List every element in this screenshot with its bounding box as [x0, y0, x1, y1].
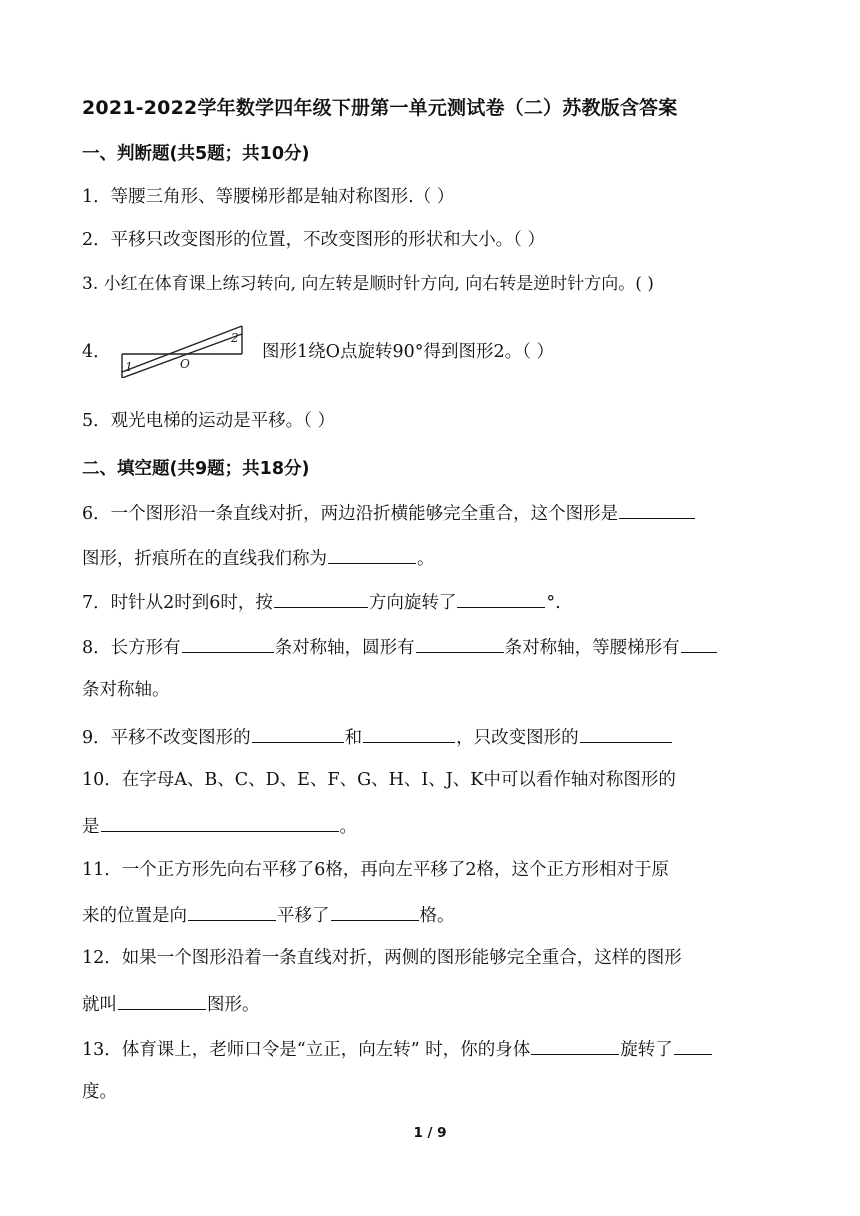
- q9-blank-3[interactable]: [580, 724, 672, 743]
- q13-blank-2[interactable]: [674, 1036, 712, 1055]
- question-13: [82, 1036, 713, 1062]
- question-11-cont: [82, 902, 455, 928]
- page-number: 1 / 9: [413, 1125, 447, 1141]
- q6-text-b: 图形，折痕所在的直线我们称为: [82, 549, 327, 569]
- q13-text-a: 13．体育课上，老师口令是“立正，向左转” 时，你的身体: [82, 1040, 531, 1060]
- q6-blank-2[interactable]: [328, 545, 416, 564]
- q10-text-c: 。: [339, 817, 357, 837]
- figure-diagonal-bottom: [122, 334, 242, 378]
- question-5: 5．观光电梯的运动是平移。（ ）: [82, 411, 335, 431]
- q9-text-b: 和: [344, 728, 363, 748]
- question-12-cont: [82, 991, 260, 1017]
- question-11: 11．一个正方形先向右平移了6格，再向左平移了2格，这个正方形相对于原: [82, 860, 670, 880]
- q10-blank-1[interactable]: [101, 813, 339, 832]
- question-3: 3. 小红在体育课上练习转向, 向左转是顺时针方向, 向右转是逆时针方向。( ): [82, 274, 654, 294]
- q8-text-b: 条对称轴，圆形有: [274, 638, 415, 658]
- question-13-cont: 度。: [82, 1082, 117, 1102]
- question-7: [82, 589, 561, 615]
- page-title: 2021-2022学年数学四年级下册第一单元测试卷（二）苏教版含答案: [82, 97, 678, 119]
- q11-text-c: 平移了: [277, 906, 330, 926]
- q11-blank-1[interactable]: [188, 902, 276, 921]
- q12-blank-1[interactable]: [118, 991, 206, 1010]
- q11-text-b: 来的位置是向: [82, 906, 187, 926]
- question-8: [82, 634, 718, 660]
- question-4-text: 图形1绕O点旋转90°得到图形2。（ ）: [262, 342, 554, 362]
- q6-blank-1[interactable]: [619, 500, 695, 519]
- figure-label-1: 1: [125, 360, 133, 374]
- section-true-false: 一、判断题(共5题；共10分): [82, 144, 310, 164]
- question-2: 2．平移只改变图形的位置，不改变图形的形状和大小。（ ）: [82, 230, 545, 250]
- q6-text-a: 6．一个图形沿一条直线对折，两边沿折横能够完全重合，这个图形是: [82, 504, 619, 524]
- q7-text-c: °.: [546, 593, 561, 613]
- q8-blank-1[interactable]: [182, 634, 274, 653]
- q7-blank-1[interactable]: [274, 589, 368, 608]
- q8-blank-2[interactable]: [416, 634, 504, 653]
- rotation-figure: [118, 322, 246, 378]
- q12-text-c: 图形。: [207, 995, 260, 1015]
- question-10-cont: [82, 813, 357, 839]
- question-6-cont: [82, 545, 435, 571]
- question-4-number: 4．: [82, 342, 111, 362]
- q11-text-d: 格。: [419, 906, 455, 926]
- question-12: 12．如果一个图形沿着一条直线对折，两侧的图形能够完全重合，这样的图形: [82, 948, 682, 968]
- q12-text-b: 就叫: [82, 995, 117, 1015]
- figure-label-o: O: [180, 357, 190, 371]
- q6-text-c: 。: [417, 549, 435, 569]
- q11-blank-2[interactable]: [331, 902, 419, 921]
- section-fill-blank: 二、填空题(共9题；共18分): [82, 459, 310, 479]
- question-1: 1．等腰三角形、等腰梯形都是轴对称图形.（ ）: [82, 187, 455, 207]
- q9-text-a: 9．平移不改变图形的: [82, 728, 251, 748]
- figure-label-2: 2: [231, 331, 239, 345]
- q7-blank-2[interactable]: [457, 589, 545, 608]
- q9-blank-2[interactable]: [363, 724, 455, 743]
- question-6: [82, 500, 696, 526]
- q8-text-c: 条对称轴，等腰梯形有: [504, 638, 680, 658]
- question-8-cont: 条对称轴。: [82, 680, 170, 700]
- q10-text-b: 是: [82, 817, 100, 837]
- q9-blank-1[interactable]: [252, 724, 344, 743]
- q9-text-c: ，只改变图形的: [456, 728, 579, 748]
- q13-text-b: 旋转了: [620, 1040, 673, 1060]
- q7-text-a: 7．时针从2时到6时，按: [82, 593, 273, 613]
- q13-blank-1[interactable]: [531, 1036, 619, 1055]
- question-9: [82, 724, 673, 750]
- q8-blank-3[interactable]: [681, 634, 717, 653]
- q7-text-b: 方向旋转了: [368, 593, 457, 613]
- q8-text-a: 8．长方形有: [82, 638, 181, 658]
- question-10: 10．在字母A、B、C、D、E、F、G、H、I、J、K中可以看作轴对称图形的: [82, 770, 676, 790]
